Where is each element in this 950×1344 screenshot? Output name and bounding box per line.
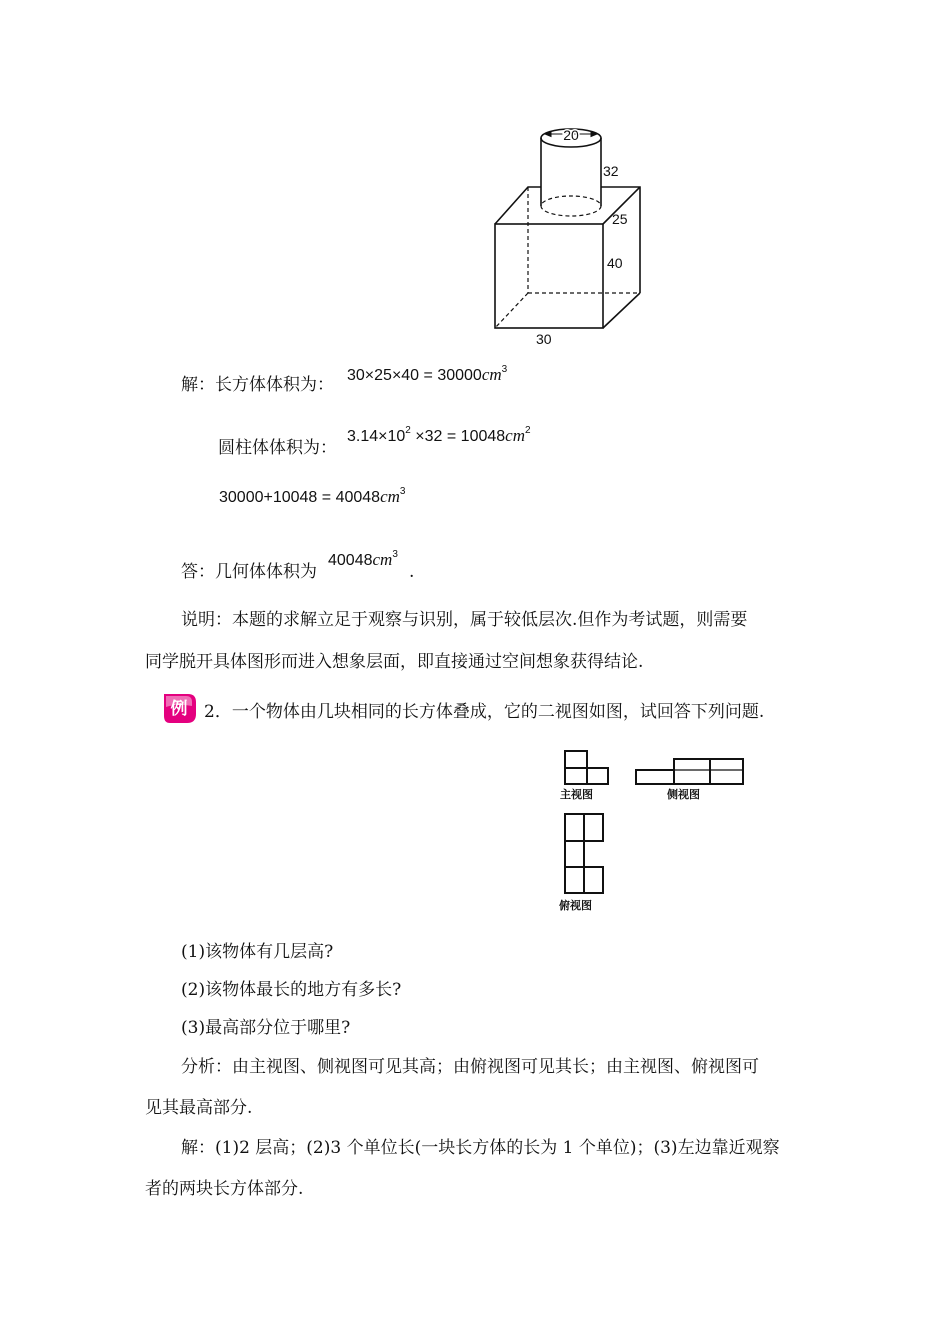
question-2: (2)该物体最长的地方有多长? [181, 980, 402, 1000]
question-1: (1)该物体有几层高? [181, 942, 334, 962]
svg-text:例: 例 [170, 699, 188, 719]
top-view-label: 俯视图 [559, 899, 592, 912]
explanation-line-1: 说明：本题的求解立足于观察与识别，属于较低层次.但作为考试题，则需要 [181, 610, 748, 630]
cylinder-box-figure [480, 118, 650, 350]
equation-cylinder-volume: $3.14\times 10^2 \times 32 = 10048cm^2$ [347, 425, 531, 445]
example-badge-icon [160, 690, 198, 726]
answer-label: 答：几何体体积为 [181, 562, 317, 582]
side-view-label: 侧视图 [667, 788, 700, 801]
dim-diameter: 20 [563, 127, 579, 143]
dim-cylinder-height: 32 [603, 163, 619, 179]
question-3: (3)最高部分位于哪里? [181, 1018, 351, 1038]
example-2-statement: 2．一个物体由几块相同的长方体叠成，它的二视图如图，试回答下列问题. [204, 702, 765, 722]
dim-width: 25 [612, 211, 628, 227]
solution-2-line-1: 解：(1)2 层高；(2)3 个单位长(一块长方体的长为 1 个单位)；(3)左边靠近观察 [181, 1138, 780, 1158]
explanation-line-2: 同学脱开具体图形而进入想象层面，即直接通过空间想象获得结论. [145, 652, 644, 672]
equation-box-volume: $30\times 25\times 40 = 30000cm^3$ [347, 364, 508, 384]
analysis-line-2: 见其最高部分. [145, 1098, 253, 1118]
solution-box-label: 解：长方体体积为： [181, 375, 334, 395]
three-views-figure [552, 746, 752, 914]
answer-value: $40048cm^3$ [328, 549, 398, 569]
solution-2-line-2: 者的两块长方体部分. [145, 1179, 304, 1199]
front-view-label: 主视图 [560, 788, 593, 801]
equation-total-volume: $30000+10048 = 40048cm^3$ [219, 486, 406, 506]
front-view-top-block [565, 751, 587, 768]
analysis-line-1: 分析：由主视图、侧视图可见其高；由俯视图可见其长；由主视图、俯视图可 [181, 1057, 759, 1077]
answer-period: . [409, 562, 415, 582]
dim-height: 40 [607, 255, 623, 271]
dim-length: 30 [536, 331, 552, 347]
solution-cylinder-label: 圆柱体体积为： [218, 438, 337, 458]
